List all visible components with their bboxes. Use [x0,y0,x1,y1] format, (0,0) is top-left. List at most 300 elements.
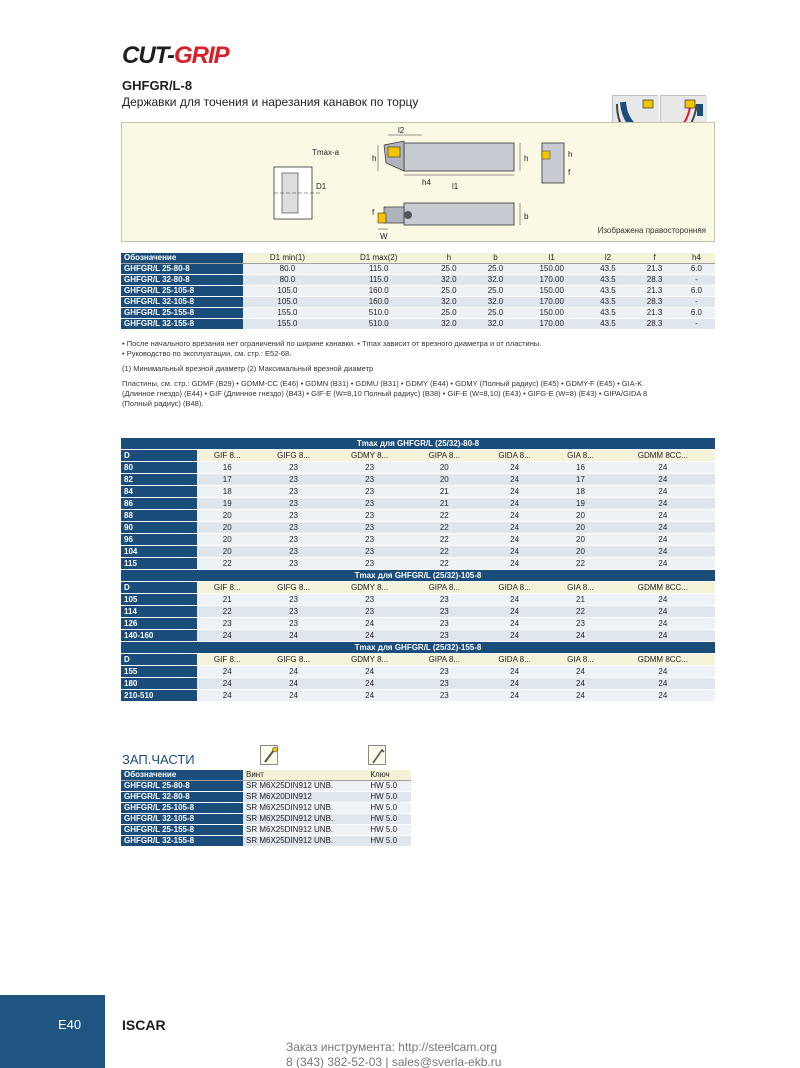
row-designation: GHFGR/L 32-155-8 [121,319,243,330]
table-cell: 19 [550,498,611,510]
table-cell: 170.00 [519,297,585,308]
table-cell: 23 [330,462,410,474]
dim-label-w: W [380,232,388,241]
table-row [121,297,715,308]
table-cell: 24 [479,462,550,474]
table-cell: 20 [550,534,611,546]
table-cell: 24 [479,678,550,690]
col-header-d1min: D1 min(1) [243,253,332,264]
row-diameter: 82 [121,474,197,486]
table-cell: 24 [258,678,330,690]
tmax-col-header-insert: GIPA 8... [410,450,479,462]
table-row [121,781,411,792]
table-row [121,474,715,486]
table-cell: 24 [479,630,550,642]
tmax-col-header-insert: GDMY 8... [330,450,410,462]
tmax-col-header-insert: GIF 8... [197,450,258,462]
inserts-line: (Длинное гнездо) (E44) • GIF (Длинное гнездо) (B43) • GIF-E (W=8,10 Полный радиус) (B38) • GIF-E (W=8,10) (E43) • GIFG-E (W=8) (E43) • GIPA/GIDA 8 [122,389,648,398]
table-cell: 24 [330,678,410,690]
table-row [121,618,715,630]
row-diameter: 86 [121,498,197,510]
table-cell: 23 [197,618,258,630]
tmax-section-title-row [121,642,715,654]
table-cell: 23 [258,558,330,570]
table-cell: 32.0 [426,319,473,330]
tmax-col-header-insert: GIFG 8... [258,654,330,666]
table-cell: 23 [258,594,330,606]
table-cell: 24 [479,486,550,498]
tmax-section-title-row [121,438,715,450]
holder-side-view [378,203,514,225]
table-cell: SR M6X25DIN912 UNB. [243,803,367,814]
table-row [121,486,715,498]
spare-parts-table [121,770,411,847]
dim-label-h-end: h [568,150,573,159]
table-cell: 24 [258,690,330,702]
table-cell: 23 [410,666,479,678]
row-designation: GHFGR/L 32-105-8 [121,297,243,308]
table-cell: 21 [410,498,479,510]
product-model: GHFGR/L-8 [122,78,193,93]
logo-text-cut: CUT- [122,42,174,69]
table-cell: 32.0 [472,297,519,308]
col-header-f: f [631,253,678,264]
dim-label-tmax: Tmax-a [312,148,340,157]
table-cell: 23 [330,594,410,606]
note-line: • Руководство по эксплуатации, см. стр.: E52-68. [122,349,292,358]
table-cell: 6.0 [678,286,715,297]
table-cell: 150.00 [519,308,585,319]
table-cell: 23 [410,618,479,630]
table-cell: 18 [550,486,611,498]
row-designation: GHFGR/L 25-155-8 [121,825,243,836]
tmax-section-title: Tmax для GHFGR/L (25/32)-105-8 [121,570,715,582]
row-designation: GHFGR/L 25-105-8 [121,803,243,814]
table-cell: 170.00 [519,319,585,330]
table-cell: SR M6X25DIN912 UNB. [243,781,367,792]
table-cell: 24 [479,594,550,606]
table-cell: 17 [550,474,611,486]
tmax-col-header-insert: GIDA 8... [479,654,550,666]
table-cell: 23 [258,546,330,558]
table-cell: 23 [258,486,330,498]
table-cell: 21 [410,486,479,498]
table-cell: 19 [197,498,258,510]
table-row [121,319,715,330]
row-diameter: 126 [121,618,197,630]
row-designation: GHFGR/L 25-80-8 [121,781,243,792]
row-diameter: 104 [121,546,197,558]
cut-grip-logo [122,42,247,70]
table-cell: 24 [611,690,715,702]
dim-label-h4: h4 [422,178,431,187]
key-icon [369,746,387,766]
table-cell: 24 [611,486,715,498]
col-header-h: h [426,253,473,264]
specification-table [121,253,715,330]
table-cell: - [678,319,715,330]
table-cell: 80.0 [243,275,332,286]
tmax-col-header-insert: GIDA 8... [479,582,550,594]
tmax-table [121,438,715,702]
row-diameter: 114 [121,606,197,618]
tmax-col-header-insert: GIF 8... [197,582,258,594]
spares-header-designation: Обозначение [121,770,243,781]
tmax-col-header-insert: GDMM 8CC... [611,450,715,462]
table-cell: 24 [479,522,550,534]
table-cell: 24 [479,474,550,486]
table-cell: 23 [410,678,479,690]
table-cell: 43.5 [585,275,632,286]
row-diameter: 155 [121,666,197,678]
table-cell: 43.5 [585,286,632,297]
row-diameter: 88 [121,510,197,522]
table-cell: 24 [479,690,550,702]
table-cell: 24 [611,474,715,486]
table-cell: 24 [611,462,715,474]
table-cell: 160.0 [332,297,426,308]
tmax-col-header-d: D [121,654,197,666]
table-cell: 24 [479,666,550,678]
table-cell: 20 [550,510,611,522]
diagram-note: Изображена правосторонняя [597,226,706,235]
dim-label-h-left: h [372,154,377,163]
table-cell: 20 [197,510,258,522]
table-cell: 21 [197,594,258,606]
table-cell: 23 [258,474,330,486]
tool-diagram [121,122,715,242]
tmax-col-header-insert: GIA 8... [550,450,611,462]
tmax-section-title: Tmax для GHFGR/L (25/32)-155-8 [121,642,715,654]
table-cell: 170.00 [519,275,585,286]
table-cell: 32.0 [472,319,519,330]
tmax-col-header-insert: GIPA 8... [410,582,479,594]
row-designation: GHFGR/L 32-105-8 [121,814,243,825]
table-cell: 23 [410,690,479,702]
product-subtitle: Державки для точения и нарезания канавок по торцу [122,95,419,109]
table-cell: 24 [330,630,410,642]
screw-icon [261,746,279,766]
table-cell: 21.3 [631,264,678,275]
row-designation: GHFGR/L 25-105-8 [121,286,243,297]
table-row [121,534,715,546]
tmax-section-title-row [121,570,715,582]
row-diameter: 180 [121,678,197,690]
table-row [121,594,715,606]
table-cell: 105.0 [243,297,332,308]
dim-label-d1: D1 [316,182,327,191]
company-name: ISCAR [122,1017,166,1033]
table-cell: - [678,297,715,308]
row-designation: GHFGR/L 25-155-8 [121,308,243,319]
table-cell: 155.0 [243,319,332,330]
col-header-b: b [472,253,519,264]
table-cell: 24 [611,546,715,558]
logo-text-grip: GRIP [174,42,229,69]
dim-label-l2: l2 [398,126,405,135]
spare-parts-title: ЗАП.ЧАСТИ [122,752,195,767]
table-cell: 16 [197,462,258,474]
tmax-column-header-row [121,582,715,594]
row-designation: GHFGR/L 25-80-8 [121,264,243,275]
row-diameter: 96 [121,534,197,546]
page-number-tab [0,995,105,1068]
table-row [121,690,715,702]
table-cell: 150.00 [519,286,585,297]
table-cell: 24 [197,666,258,678]
table-cell: HW 5.0 [367,836,411,847]
table-cell: 23 [330,486,410,498]
table-cell: 32.0 [426,297,473,308]
table-row [121,836,411,847]
table-row [121,792,411,803]
table-cell: 510.0 [332,319,426,330]
spare-parts-header-row [121,770,411,781]
tmax-col-header-insert: GDMM 8CC... [611,582,715,594]
table-cell: 43.5 [585,297,632,308]
table-cell: 43.5 [585,319,632,330]
table-row [121,814,411,825]
table-cell: 24 [611,666,715,678]
table-cell: 21.3 [631,308,678,319]
table-cell: 16 [550,462,611,474]
table-row [121,264,715,275]
table-cell: 150.00 [519,264,585,275]
tool-drawing [122,123,716,243]
table-cell: 23 [258,498,330,510]
tmax-section-title: Tmax для GHFGR/L (25/32)-80-8 [121,438,715,450]
table-row [121,462,715,474]
table-cell: HW 5.0 [367,781,411,792]
table-cell: 24 [550,678,611,690]
table-row [121,606,715,618]
table-cell: 22 [197,558,258,570]
table-cell: 24 [550,666,611,678]
table-cell: 24 [611,630,715,642]
table-cell: 20 [550,546,611,558]
tmax-col-header-insert: GIPA 8... [410,654,479,666]
table-cell: 28.3 [631,275,678,286]
table-cell: HW 5.0 [367,803,411,814]
table-cell: 23 [330,546,410,558]
table-cell: 22 [410,534,479,546]
table-cell: SR M6X25DIN912 UNB. [243,836,367,847]
table-cell: 24 [479,498,550,510]
table-cell: 20 [197,522,258,534]
table-row [121,678,715,690]
table-cell: 25.0 [426,264,473,275]
footnote-line: (1) Минимальный врезной диаметр (2) Максимальный врезной диаметр [122,364,374,373]
table-cell: 24 [611,606,715,618]
tmax-col-header-insert: GDMY 8... [330,654,410,666]
tmax-column-header-row [121,450,715,462]
table-cell: 23 [410,594,479,606]
table-row [121,666,715,678]
table-cell: 24 [550,690,611,702]
table-row [121,630,715,642]
row-diameter: 105 [121,594,197,606]
table-cell: 24 [197,678,258,690]
tmax-col-header-insert: GIA 8... [550,654,611,666]
tmax-col-header-insert: GDMM 8CC... [611,654,715,666]
table-cell: 24 [197,690,258,702]
note-line: • После начального врезания нет ограничений по ширине канавки. • Tmax зависит от врезного диаметра и от пластины. [122,339,542,348]
table-cell: 6.0 [678,264,715,275]
table-cell: 23 [330,558,410,570]
table-cell: 24 [611,678,715,690]
contact-url: Заказ инструмента: http://steelcam.org [286,1040,498,1054]
table-row [121,546,715,558]
col-header-l2: l2 [585,253,632,264]
table-cell: 80.0 [243,264,332,275]
inserts-line: Пластины, см. стр.: GDMF (B29) • GDMM-CC (E46) • GDMN (B31) • GDMU (B31) • GDMY (E44) • GDMY (Полный радиус) (E45) • GDMY-F (E45) • GIA-K [122,379,643,388]
table-cell: 28.3 [631,319,678,330]
table-cell: 115.0 [332,275,426,286]
table-cell: 18 [197,486,258,498]
row-diameter: 115 [121,558,197,570]
workpiece-section [274,167,322,219]
table-cell: 28.3 [631,297,678,308]
tmax-col-header-insert: GIFG 8... [258,582,330,594]
table-row [121,308,715,319]
col-header-d1max: D1 max(2) [332,253,426,264]
table-cell: SR M6X25DIN912 UNB. [243,814,367,825]
table-cell: 23 [330,474,410,486]
row-diameter: 84 [121,486,197,498]
table-cell: 155.0 [243,308,332,319]
col-header-l1: l1 [519,253,585,264]
dim-label-h-right: h [524,154,529,163]
row-diameter: 90 [121,522,197,534]
table-cell: 24 [611,522,715,534]
table-cell: 32.0 [472,275,519,286]
table-cell: 32.0 [426,275,473,286]
table-cell: 24 [258,630,330,642]
table-cell: 43.5 [585,308,632,319]
table-cell: 23 [258,534,330,546]
dim-label-f-end: f [568,168,571,177]
tmax-col-header-d: D [121,582,197,594]
page-number: E40 [58,1017,82,1032]
table-cell: 24 [197,630,258,642]
table-cell: SR M6X20DIN912 [243,792,367,803]
table-cell: 23 [410,630,479,642]
table-row [121,286,715,297]
tmax-col-header-insert: GIA 8... [550,582,611,594]
table-cell: 23 [330,606,410,618]
table-cell: 24 [611,498,715,510]
row-diameter: 210-510 [121,690,197,702]
table-cell: 22 [550,558,611,570]
contact-info [286,1040,501,1068]
table-cell: SR M6X25DIN912 UNB. [243,825,367,836]
table-cell: 20 [197,546,258,558]
table-cell: 115.0 [332,264,426,275]
table-row [121,558,715,570]
table-row [121,510,715,522]
table-cell: 24 [479,534,550,546]
table-cell: 22 [550,606,611,618]
table-cell: 17 [197,474,258,486]
table-cell: 23 [330,534,410,546]
table-cell: 23 [330,522,410,534]
table-cell: 23 [550,618,611,630]
table-cell: 20 [410,474,479,486]
table-cell: 24 [330,690,410,702]
table-cell: 25.0 [426,286,473,297]
table-cell: 22 [410,546,479,558]
table-cell: 24 [611,510,715,522]
table-cell: 25.0 [472,308,519,319]
table-cell: HW 5.0 [367,792,411,803]
contact-phone-email: 8 (343) 382-52-03 | sales@sverla-ekb.ru [286,1055,502,1068]
spares-header-key: Ключ [367,770,411,781]
screw-icon-box [260,745,278,765]
table-cell: 21.3 [631,286,678,297]
tmax-column-header-row [121,654,715,666]
holder-top-view [384,141,514,171]
table-cell: HW 5.0 [367,814,411,825]
table-cell: 24 [258,666,330,678]
table-cell: 6.0 [678,308,715,319]
row-diameter: 140-160 [121,630,197,642]
table-cell: 24 [479,546,550,558]
row-designation: GHFGR/L 32-80-8 [121,792,243,803]
table-cell: 24 [611,594,715,606]
notes-block [122,339,717,409]
spares-header-screw: Винт [243,770,367,781]
table-cell: 23 [258,510,330,522]
dim-label-b: b [524,212,529,221]
table-cell: 43.5 [585,264,632,275]
tmax-col-header-d: D [121,450,197,462]
table-row [121,803,411,814]
table-cell: 22 [410,510,479,522]
holder-end-view [542,143,564,183]
table-cell: 25.0 [472,264,519,275]
table-cell: 22 [410,522,479,534]
table-cell: HW 5.0 [367,825,411,836]
col-header-designation: Обозначение [121,253,243,264]
table-row [121,275,715,286]
table-cell: 24 [479,606,550,618]
tmax-col-header-insert: GIF 8... [197,654,258,666]
table-cell: 20 [197,534,258,546]
table-cell: 23 [410,606,479,618]
tmax-col-header-insert: GIFG 8... [258,450,330,462]
table-cell: 20 [550,522,611,534]
dim-label-f: f [372,208,375,217]
table-cell: 23 [258,618,330,630]
table-cell: 24 [611,534,715,546]
table-cell: 20 [410,462,479,474]
table-cell: 24 [330,666,410,678]
table-cell: 23 [258,606,330,618]
table-cell: 24 [611,558,715,570]
inserts-line: (Полный радиус) (B48). [122,399,204,408]
tmax-col-header-insert: GDMY 8... [330,582,410,594]
row-diameter: 80 [121,462,197,474]
table-cell: 23 [330,510,410,522]
specification-header-row [121,253,715,264]
table-cell: 24 [550,630,611,642]
dim-label-l1: l1 [452,182,459,191]
table-cell: 23 [258,522,330,534]
col-header-h4: h4 [678,253,715,264]
table-cell: 105.0 [243,286,332,297]
tmax-col-header-insert: GIDA 8... [479,450,550,462]
table-cell: - [678,275,715,286]
